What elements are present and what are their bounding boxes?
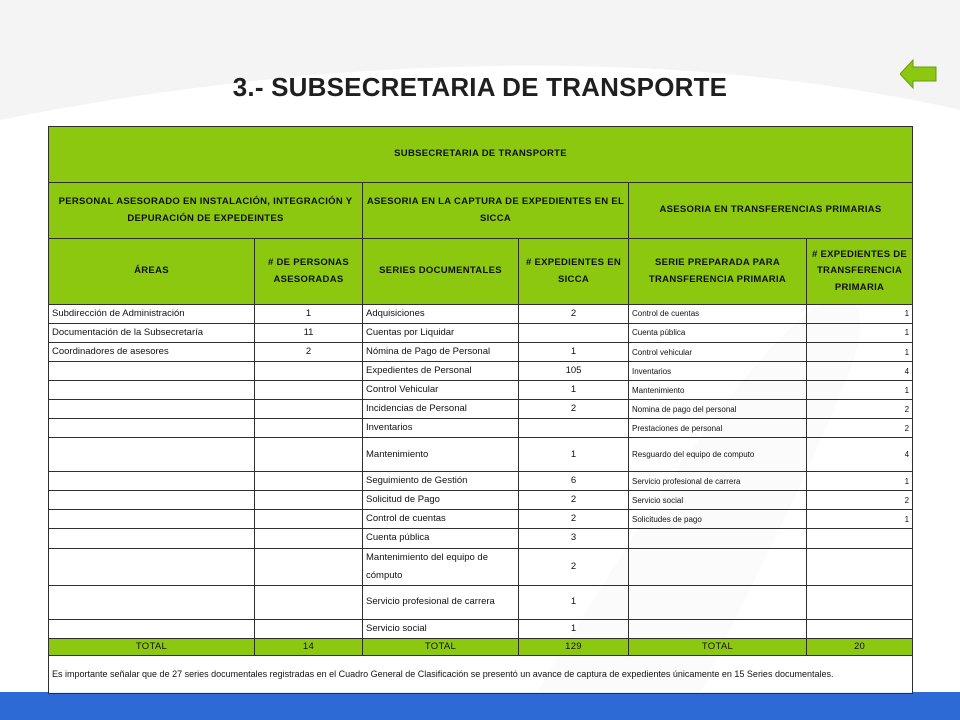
group-header-transferencias: ASESORIA EN TRANSFERENCIAS PRIMARIAS — [629, 183, 913, 239]
table-cell: 4 — [807, 438, 913, 472]
table-cell: Servicio profesional de carrera — [363, 585, 519, 619]
table-row — [49, 619, 913, 638]
table-row — [49, 419, 913, 438]
table-cell: 1 — [519, 438, 629, 472]
table-row — [49, 362, 913, 381]
table-cell: 2 — [519, 510, 629, 529]
table-cell — [49, 362, 255, 381]
table-cell: 1 — [255, 305, 363, 324]
table-cell: Mantenimiento del equipo de cómputo — [363, 548, 519, 585]
table-cell: 1 — [519, 585, 629, 619]
table-cell: Inventarios — [363, 419, 519, 438]
bottom-accent-bar — [0, 692, 960, 720]
table-cell: 2 — [807, 419, 913, 438]
table-cell — [255, 400, 363, 419]
table-row — [49, 472, 913, 491]
table-cell — [255, 419, 363, 438]
table-cell — [519, 324, 629, 343]
table-cell — [255, 585, 363, 619]
table-cell — [629, 529, 807, 548]
table-cell: 105 — [519, 362, 629, 381]
table-cell: 2 — [807, 491, 913, 510]
table-cell — [807, 585, 913, 619]
table-cell: 1 — [519, 619, 629, 638]
table-cell — [255, 472, 363, 491]
table-cell: Nómina de Pago de Personal — [363, 343, 519, 362]
table-cell: 2 — [519, 491, 629, 510]
table-row — [49, 324, 913, 343]
table-cell — [49, 491, 255, 510]
table-cell: 2 — [519, 400, 629, 419]
table-cell — [255, 510, 363, 529]
table-row — [49, 529, 913, 548]
table-cell: Mantenimiento — [363, 438, 519, 472]
table-cell — [49, 529, 255, 548]
total-cell: TOTAL — [363, 638, 519, 656]
total-cell: 129 — [519, 638, 629, 656]
table-cell: Control de cuentas — [363, 510, 519, 529]
table-cell: 1 — [807, 324, 913, 343]
total-cell: 20 — [807, 638, 913, 656]
table-cell: 2 — [255, 343, 363, 362]
table-cell: Prestaciones de personal — [629, 419, 807, 438]
table-cell: Mantenimiento — [629, 381, 807, 400]
table-row — [49, 400, 913, 419]
column-header: # DE PERSONAS ASESORADAS — [255, 239, 363, 305]
total-cell: TOTAL — [629, 638, 807, 656]
table-cell — [49, 585, 255, 619]
table-cell: Cuentas por Liquidar — [363, 324, 519, 343]
table-cell: Solicitudes de pago — [629, 510, 807, 529]
table-cell — [629, 548, 807, 585]
table-cell: 4 — [807, 362, 913, 381]
column-header: ÁREAS — [49, 239, 255, 305]
left-arrow-icon[interactable] — [900, 58, 938, 90]
table-cell: 3 — [519, 529, 629, 548]
totals-row — [49, 638, 913, 656]
table-cell: Documentación de la Subsecretaría — [49, 324, 255, 343]
transport-table — [48, 126, 913, 694]
table-row — [49, 343, 913, 362]
page-title: 3.- SUBSECRETARIA DE TRANSPORTE — [232, 72, 728, 102]
table-cell: 6 — [519, 472, 629, 491]
table-row — [49, 548, 913, 585]
table-cell: Incidencias de Personal — [363, 400, 519, 419]
table-cell: Control de cuentas — [629, 305, 807, 324]
table-cell: Servicio social — [363, 619, 519, 638]
total-cell: 14 — [255, 638, 363, 656]
table-cell — [629, 619, 807, 638]
table-cell — [255, 491, 363, 510]
table-cell: Expedientes de Personal — [363, 362, 519, 381]
table-cell: 1 — [807, 510, 913, 529]
table-cell — [49, 400, 255, 419]
table-cell — [255, 438, 363, 472]
column-header: # EXPEDIENTES EN SICCA — [519, 239, 629, 305]
table-row — [49, 491, 913, 510]
table-cell: 1 — [807, 305, 913, 324]
table-cell — [255, 529, 363, 548]
table-cell — [49, 419, 255, 438]
table-cell: 1 — [519, 381, 629, 400]
table-cell: 1 — [807, 472, 913, 491]
table-cell: Cuenta pública — [629, 324, 807, 343]
table-cell — [255, 619, 363, 638]
table-cell — [807, 619, 913, 638]
table-cell — [255, 381, 363, 400]
table-cell: 1 — [807, 343, 913, 362]
table-cell: 2 — [807, 400, 913, 419]
table-cell: Inventarios — [629, 362, 807, 381]
table-cell — [49, 381, 255, 400]
table-cell — [49, 510, 255, 529]
group-header-captura: ASESORIA EN LA CAPTURA DE EXPEDIENTES EN EL SICCA — [363, 183, 629, 239]
group-header-personal: PERSONAL ASESORADO EN INSTALACIÓN, INTEGRACIÓN Y DEPURACIÓN DE EXPEDEINTES — [49, 183, 363, 239]
total-cell: TOTAL — [49, 638, 255, 656]
table-cell: 1 — [807, 381, 913, 400]
table-cell — [49, 548, 255, 585]
table-cell: 11 — [255, 324, 363, 343]
table-cell: Adquisiciones — [363, 305, 519, 324]
table-cell — [255, 362, 363, 381]
table-cell — [807, 529, 913, 548]
column-header: # EXPEDIENTES DE TRANSFERENCIA PRIMARIA — [807, 239, 913, 305]
table-cell: Servicio profesional de carrera — [629, 472, 807, 491]
table-row — [49, 510, 913, 529]
table-row — [49, 438, 913, 472]
table-cell: 1 — [519, 343, 629, 362]
table-cell: Control vehicular — [629, 343, 807, 362]
table-cell: Coordinadores de asesores — [49, 343, 255, 362]
table-cell: Nomina de pago del personal — [629, 400, 807, 419]
table-cell: Solicitud de Pago — [363, 491, 519, 510]
table-cell: Resguardo del equipo de computo — [629, 438, 807, 472]
table-cell — [255, 548, 363, 585]
table-cell — [49, 438, 255, 472]
table-row — [49, 305, 913, 324]
table-main-header: SUBSECRETARIA DE TRANSPORTE — [49, 127, 913, 183]
table-cell: Subdirección de Administración — [49, 305, 255, 324]
column-header: SERIES DOCUMENTALES — [363, 239, 519, 305]
table-row — [49, 381, 913, 400]
table-note: Es importante señalar que de 27 series documentales registradas en el Cuadro General de Clasificación se presentó un avance de captura de expedientes únicamente en 15 Series documentales. — [49, 656, 913, 694]
table-cell — [807, 548, 913, 585]
table-cell: Cuenta pública — [363, 529, 519, 548]
table-cell — [49, 472, 255, 491]
table-cell: Servicio social — [629, 491, 807, 510]
table-cell — [519, 419, 629, 438]
table-cell: Control Vehicular — [363, 381, 519, 400]
table-cell: 2 — [519, 305, 629, 324]
table-cell — [629, 585, 807, 619]
column-header: SERIE PREPARADA PARA TRANSFERENCIA PRIMARIA — [629, 239, 807, 305]
table-cell: 2 — [519, 548, 629, 585]
table-cell: Seguimiento de Gestión — [363, 472, 519, 491]
table-row — [49, 585, 913, 619]
table-cell — [49, 619, 255, 638]
